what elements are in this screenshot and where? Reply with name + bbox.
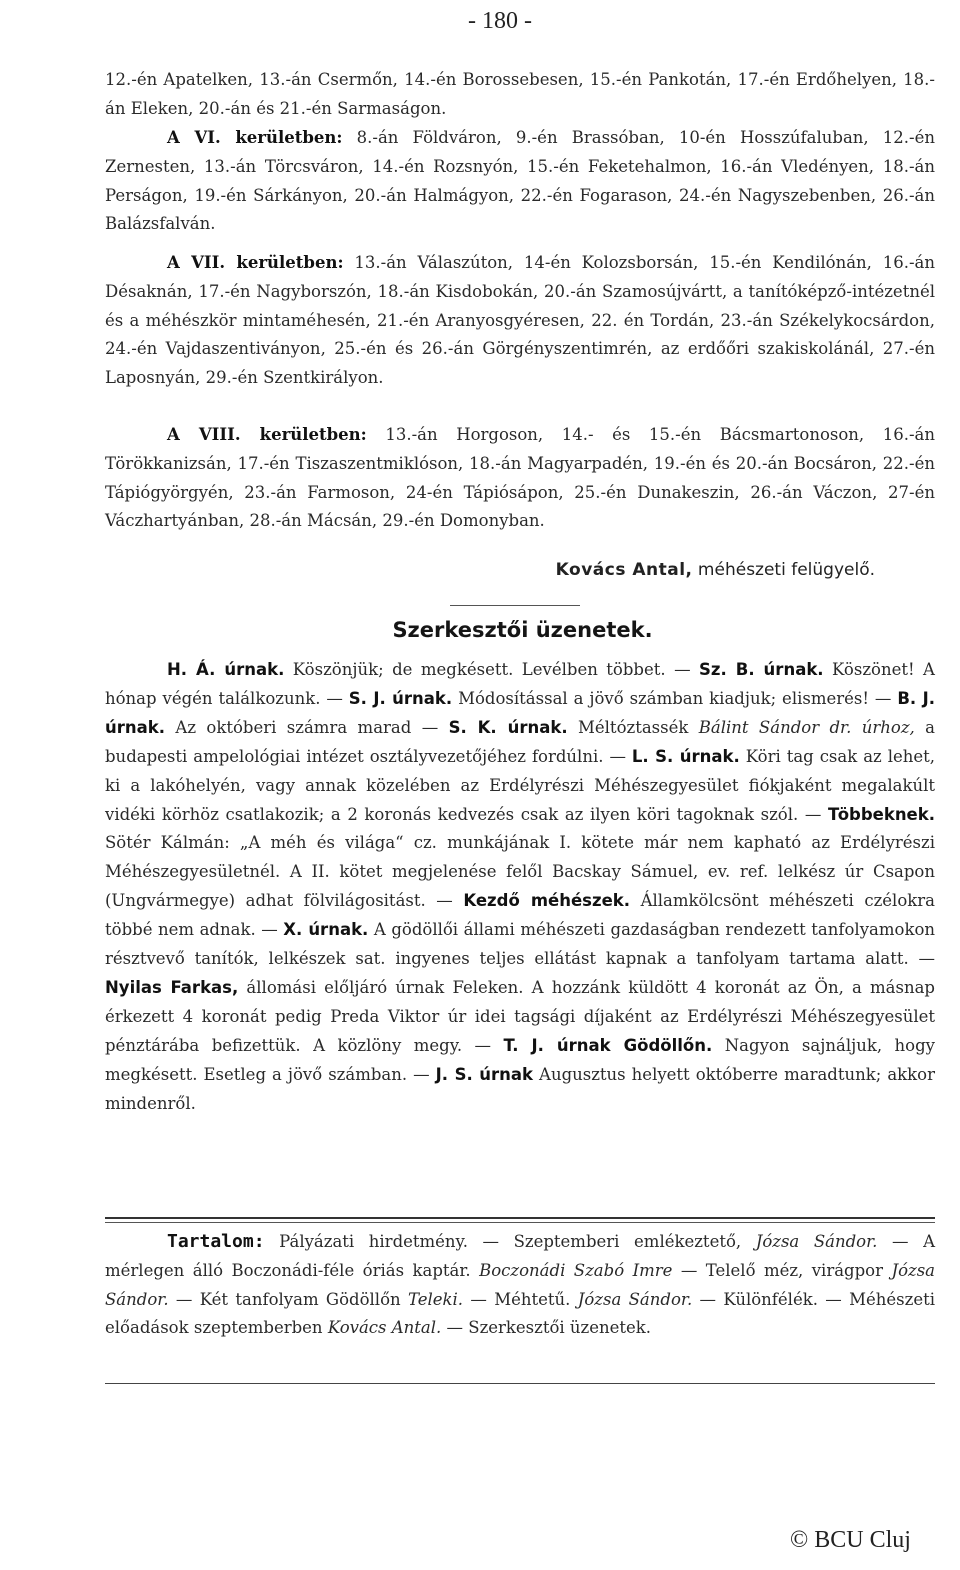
editorial-heading: Szerkesztői üzenetek. xyxy=(392,618,653,642)
message-italic-name: Bálint Sándor dr. úrhoz, xyxy=(698,717,915,737)
page-number: - 180 - xyxy=(468,8,532,34)
message-addressee: X. úrnak. xyxy=(283,920,369,940)
message-text: a budapesti ampelológiai intézet osztályvezetőjéhez fordúlni. — xyxy=(105,717,935,766)
message-addressee: L. S. úrnak. xyxy=(631,746,740,766)
signature-title: méhészeti felügyelő. xyxy=(692,560,875,580)
contents-text: — Telelő méz, virágpor xyxy=(672,1260,892,1280)
contents-author: Boczonádi Szabó Imre xyxy=(479,1260,673,1280)
message-text: Sötér Kálmán: „A méh és világa“ cz. munkájának I. kötete már nem kapható az Erdélyrészi Méhészegyesületnél. A II. kötet megjelenése felől Bacskay Sámuel, ev. ref. lelkész úr Csapon (Ungvármegye) adhat fölvilágositást. — xyxy=(105,833,935,911)
district-heading: A VIII. kerületben: xyxy=(167,425,367,444)
contents-text: — Két tanfolyam Gödöllőn xyxy=(168,1289,408,1309)
editorial-messages xyxy=(105,656,935,1119)
district-text: 13.-án Válaszúton, 14-én Kolozsborsán, 15.-én Kendilónán, 16.-án Désaknán, 17.-én Nagyborszón, 18.-án Kisdobokán, 20.-án Szamosújvártt, a tanítóképző-intézetnél és a méhészkör mintaméhesén, 21.-én Aranyosgyéresen, 22. én Tordán, 23.-án Székelykocsárdon, 24.-én Vajdaszentiványon, 25.-én és 26.-án Görgényszentimrén, az erdőőri szakiskolánál, 27.-én Laposnyán, 29.-én Szentkirályon. xyxy=(105,253,936,388)
contents-text: — Különfélék. — Méhészeti előadások szeptemberben xyxy=(105,1289,936,1338)
signature-name: Kovács Antal, xyxy=(555,560,693,580)
district-6-paragraph xyxy=(105,124,935,239)
contents-author: Teleki. xyxy=(407,1289,464,1309)
message-text: Nagyon sajnáljuk, hogy megkésett. Esetleg a jövő számban. — xyxy=(105,1035,935,1084)
contents-rule-bottom xyxy=(105,1383,935,1384)
message-addressee: H. Á. úrnak. xyxy=(167,660,285,679)
district-text: 8.-án Földváron, 9.-én Brassóban, 10-én Hosszúfaluban, 12.-én Zernesten, 13.-án Törcsváron, 14.-én Rozsnyón, 15.-én Feketehalmon, 16.-án Vledényen, 18.-án Perságon, 19.-én Sárkányon, 20.-án Halmágyon, 22.-én Fogarason, 24.-én Nagyszebenben, 26.-án Balázsfalván. xyxy=(105,128,935,234)
district-7-paragraph xyxy=(105,249,935,393)
contents-text: — Szerkesztői üzenetek. xyxy=(441,1318,652,1338)
message-addressee: S. K. úrnak. xyxy=(448,717,568,737)
contents-text: — Méhtetű. xyxy=(463,1289,578,1309)
contents-label: Tartalom: xyxy=(167,1231,265,1252)
message-addressee: B. J. úrnak. xyxy=(105,688,936,737)
district-8-paragraph xyxy=(105,421,935,536)
message-addressee: Sz. B. úrnak. xyxy=(699,660,824,679)
separator-rule xyxy=(450,605,580,606)
message-text: Köszönet! A hónap végén találkozunk. — xyxy=(105,660,935,708)
message-text: A gödöllői állami méhészeti gazdaságban rendezett tanfolyamokon résztvevő tanítók, lelkészek sat. ingyenes teljes ellátást kapnak a tanfolyam tartama alatt. — xyxy=(105,920,936,969)
message-addressee: S. J. úrnak. xyxy=(348,688,453,708)
message-addressee: T. J. úrnak Gödöllőn. xyxy=(503,1035,713,1055)
message-addressee: Nyilas Farkas, xyxy=(105,977,239,997)
contents-author: Józsa Sándor. xyxy=(105,1260,935,1309)
contents-text: — A mérlegen álló Boczonádi-féle óriás kaptár. xyxy=(105,1232,936,1280)
message-addressee: Többeknek. xyxy=(827,804,935,824)
library-watermark: © BCU Cluj xyxy=(790,1527,911,1553)
message-text: Államkölcsönt méhészeti czélokra többé nem adnak. — xyxy=(105,891,935,940)
signature xyxy=(556,560,875,580)
message-text: Augusztus helyett októberre maradtunk; akkor mindenről. xyxy=(105,1064,935,1113)
message-text: Módosítással a jövő számban kiadjuk; elismerés! — xyxy=(452,688,898,708)
contents-rule-top xyxy=(105,1217,935,1219)
message-text: Köri tag csak az lehet, ki a lakóhelyén, vagy annak közelében az Erdélyrészi Méhészegyesület fiókjaként megalakúlt vidéki körhöz csatlakozik; a 2 koronás kedvezés csak az ilyen köri tagoknak szól. — xyxy=(105,746,935,824)
contents-author: Józsa Sándor. xyxy=(755,1232,878,1251)
message-text: Köszönjük; de megkésett. Levélben többet. — xyxy=(284,660,700,679)
district-heading: A VI. kerületben: xyxy=(167,128,343,147)
table-of-contents xyxy=(105,1228,935,1343)
district-text: 13.-án Horgoson, 14.- és 15.-én Bácsmartonoson, 16.-án Törökkanizsán, 17.-én Tiszaszentmiklóson, 18.-án Magyarpadén, 19.-én és 20.-án Bocsáron, 22.-én Tápiógyörgyén, 23.-án Farmoson, 24-én Tápiósápon, 25.-én Dunakeszin, 26.-án Váczon, 27-én Váczhartyánban, 28.-án Mácsán, 29.-én Domonyban. xyxy=(105,425,936,531)
message-addressee: J. S. úrnak xyxy=(435,1064,534,1084)
message-text: Az októberi számra marad — xyxy=(165,717,449,737)
contents-author: Kovács Antal. xyxy=(327,1318,442,1338)
message-text: állomási előljáró úrnak Feleken. A hozzánk küldött 4 koronát az Ön, a másnap érkezett 4 koronát pedig Preda Viktor úr idei tagsági díjaként az Erdélyrészi Méhészegyesület pénztárába befizettük. A közlöny megy. — xyxy=(105,977,935,1055)
contents-text: Pályázati hirdetmény. — Szeptemberi emlékeztető, xyxy=(264,1232,756,1251)
contents-rule-top-thin xyxy=(105,1222,935,1223)
message-addressee: Kezdő méhészek. xyxy=(463,891,631,911)
district-heading: A VII. kerületben: xyxy=(167,253,344,272)
district-paragraph: 12.-én Apatelken, 13.-án Csermőn, 14.-én Borossebesen, 15.-én Pankotán, 17.-én Erdőhelyen, 18.-án Eleken, 20.-án és 21.-én Sarmaságon. xyxy=(105,70,935,118)
message-text: Méltóztassék xyxy=(567,717,699,737)
contents-author: Józsa Sándor. xyxy=(577,1289,693,1309)
